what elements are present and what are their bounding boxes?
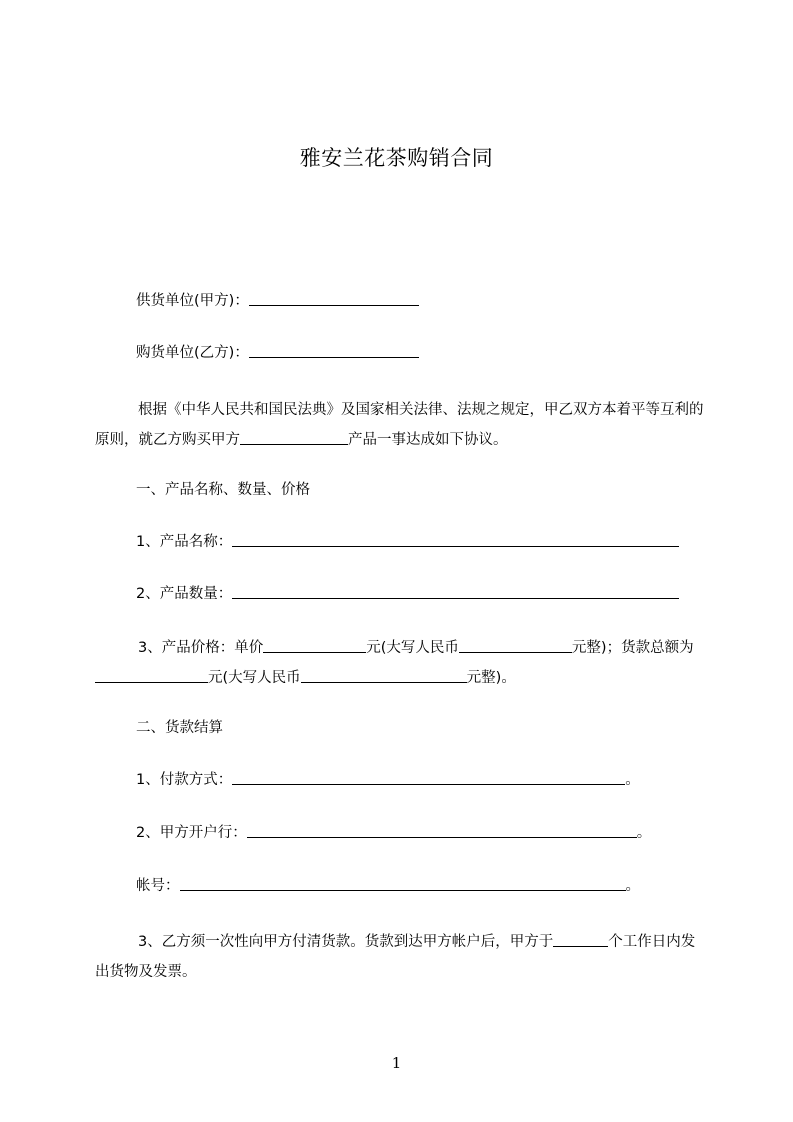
product-quantity-label: 2、产品数量： bbox=[136, 586, 233, 602]
price-text-1: 3、产品价格：单价 bbox=[138, 640, 264, 656]
account-end: 。 bbox=[625, 878, 640, 894]
price-text-5: 元整)。 bbox=[466, 670, 516, 686]
page-number: 1 bbox=[391, 1054, 402, 1072]
payment-method-label: 1、付款方式： bbox=[136, 772, 233, 788]
intro-paragraph bbox=[95, 395, 707, 455]
bank-end: 。 bbox=[636, 825, 652, 841]
product-quantity-blank[interactable] bbox=[232, 584, 679, 599]
product-name-label: 1、产品名称： bbox=[136, 534, 233, 550]
supplier-label: 供货单位(甲方)： bbox=[136, 293, 249, 309]
supplier-line bbox=[136, 291, 419, 311]
product-name-line bbox=[136, 532, 679, 552]
intro-text-2: 产品一事达成如下协议。 bbox=[348, 432, 508, 448]
terms-text-1: 3、乙方须一次性向甲方付清货款。货款到达甲方帐户后，甲方于 bbox=[138, 934, 554, 950]
price-text-4: 元(大写人民币 bbox=[208, 670, 301, 686]
section2-heading: 二、货款结算 bbox=[136, 720, 223, 736]
unit-price-words-blank[interactable] bbox=[459, 638, 572, 653]
product-price-paragraph bbox=[95, 633, 707, 693]
buyer-label: 购货单位(乙方)： bbox=[136, 345, 249, 361]
supplier-blank[interactable] bbox=[249, 291, 419, 306]
account-line bbox=[136, 876, 640, 896]
terms-text-2: 个工作日内发出货物及发票。 bbox=[95, 934, 696, 980]
bank-line bbox=[136, 823, 651, 843]
account-label: 帐号： bbox=[136, 878, 180, 894]
product-name-blank[interactable] bbox=[232, 532, 679, 547]
intro-text-1: 根据《中华人民共和国民法典》及国家相关法律、法规之规定，甲乙双方本着平等互利的原则，就乙方购买甲方 bbox=[95, 402, 704, 448]
total-amount-blank[interactable] bbox=[95, 668, 208, 683]
workdays-blank[interactable] bbox=[553, 932, 608, 947]
product-blank[interactable] bbox=[240, 430, 348, 445]
product-quantity-line bbox=[136, 584, 679, 604]
bank-blank[interactable] bbox=[247, 823, 637, 838]
payment-method-blank[interactable] bbox=[232, 770, 625, 785]
payment-method-line bbox=[136, 770, 640, 790]
account-blank[interactable] bbox=[180, 876, 626, 891]
payment-method-end: 。 bbox=[625, 772, 640, 788]
buyer-line bbox=[136, 343, 419, 363]
price-text-2: 元(大写人民币 bbox=[366, 640, 459, 656]
buyer-blank[interactable] bbox=[249, 343, 419, 358]
document-title: 雅安兰花茶购销合同 bbox=[299, 146, 494, 170]
bank-label: 2、甲方开户行： bbox=[136, 825, 247, 841]
total-amount-words-blank[interactable] bbox=[301, 668, 467, 683]
section1-heading: 一、产品名称、数量、价格 bbox=[136, 482, 310, 498]
price-text-3: 元整)；货款总额为 bbox=[571, 640, 694, 656]
unit-price-blank[interactable] bbox=[263, 638, 366, 653]
payment-terms-paragraph bbox=[95, 927, 707, 987]
